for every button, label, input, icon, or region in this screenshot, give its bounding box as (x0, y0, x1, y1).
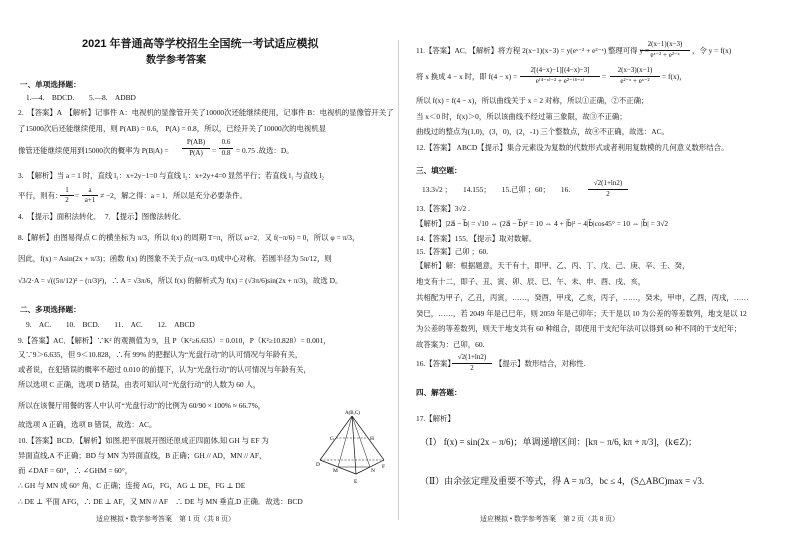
section-multiple-choice-heading: 二、多项选择题： (20, 305, 81, 314)
q11-frac2-num: 2[(4−x)−1][(4−x)−3] (530, 66, 590, 74)
q11-equals: = (602, 72, 607, 81)
q17-part-1: （Ⅰ） f(x) = sin(2x − π/6)；单调递增区间：[kπ − π/6, kπ + π/3]，(k∈Z)； (420, 437, 697, 447)
q2-frac1-den: P(A) (189, 149, 203, 157)
fig-label-g: G (330, 436, 334, 442)
q16-answer: 16.【答案】 (416, 359, 455, 368)
q12-line: 12.【答案】 ABCD【提示】集合元素设为复数的代数形式或者利用复数模的几何意义数形结合。 (416, 143, 729, 152)
q15-line-5: 为公差的等差数列，则天干地支共有 60 种组合，即使用干支纪年法可以得到 60 种不同的干支纪年； (416, 324, 742, 333)
q9-line-1: 9.【答案】AC．【解析】∵K² 的观测值为 9，且 P（K²≥6.635）= 0.010，P（K²≥10.828）= 0.001， (18, 336, 331, 345)
q16-frac-den: 2 (470, 364, 474, 372)
q9-line-5: 所以在该餐厅用餐的客人中认可“光盘行动”的比例为 60/90 × 100% ≈ 66.7%， (18, 401, 266, 410)
q3-line-1: 3. 【解析】当 a = 1 时，直线 l₁：x+2y−1=0 与直线 l₂：x+2y+4=0 显然平行；若直线 l₁ 与直线 l₂ (18, 171, 324, 180)
q11-line-3: 所以 f(x) = f(4 − x)，所以曲线关于 x = 2 对称，所以①正确，②不正确； (416, 96, 649, 105)
q15-answer: 15.【答案】己卯 ；60. (416, 247, 489, 256)
q11-line-2: 将 x 换成 4 − x 时，即 f(4 − x) = (416, 72, 518, 81)
s3-frac-den: 2 (606, 190, 610, 198)
q3-frac-num: 1 (65, 186, 69, 194)
document-subtitle: 数学参考答案 (146, 55, 206, 66)
q15-line-1: 【解析】解：根据题意，天干有十，即甲、乙、丙、丁、戊、己、庚、辛、壬、癸， (416, 261, 690, 270)
edge-ae (352, 416, 356, 474)
q15-line-6: 故答案为：己卯，60. (416, 340, 485, 349)
q10-line-4: ∴ GH 与 MN 成 60° 角，C 正确；连接 AG，FG，AG ⊥ DE，FG ⊥ DE (18, 481, 246, 490)
q17-part-2: （Ⅱ）由余弦定理及重要不等式，得 A = π/3，bc ≤ 4，(S△ABC)max = √3. (420, 476, 705, 486)
q16-hint: 【提示】数形结合，对称性. (495, 359, 586, 368)
fig-label-e: E (354, 479, 358, 485)
q3-line-2b: ≠ −2，解之得：a = 1．所以是充分必要条件。 (100, 191, 247, 200)
q10-line-3: 而 ∠DAF = 60°，∴ ∠GHM = 60°， (18, 466, 133, 475)
q2-frac1-num: P(AB) (186, 138, 206, 146)
q11-line-2b: = f(x)， (662, 72, 687, 81)
q13-solution: 【解析】|2a⃗ − b⃗| = √10 ⇔ (2a⃗ − b⃗)² = 10 ⇔ 4 + |b⃗|² − 4|b⃗|cos45° = 10 ⇔ |b⃗| = 3√2 (416, 219, 669, 228)
multiple-choice-answers: 9. AC. 10. BCD. 11. AC. 12. ABCD (26, 320, 195, 329)
fill-in-answers: 13.3√2 ； 14.155； 15.己卯 ；60； 16. (422, 185, 571, 194)
q10-line-1: 10.【答案】BCD．【解析】如图,把平面展开图还原成正四面体,知 GH 与 EF 为 (18, 436, 269, 445)
q2-line-1: 2. 【答案】A 【解析】记事件 A：电视机的显像管开关了10000次还能继续使用，记事件 B：电视机的显像管开关了 (18, 108, 394, 117)
section-solutions-heading: 四、解答题： (416, 388, 462, 397)
q15-line-2: 地支有十二，即子、丑、寅、卯、辰、巳、午、未、申、酉、戌、亥， (416, 277, 646, 286)
q3-frac2-num: a (88, 186, 92, 194)
q2-frac2-den: 0.8 (221, 149, 231, 157)
q2-line-3b: = 0.75 .故选：D。 (236, 146, 294, 155)
q9-line-3: 或者说，在犯错误的概率不超过 0.010 的前提下，认为“光盘行动”的认可情况与年龄有关， (18, 365, 311, 374)
tetrahedron-figure (316, 408, 388, 488)
q3-frac2-den: a+1 (84, 196, 96, 204)
page-2-column (400, 0, 794, 550)
q11-frac-num: 2(x−1)(x−3) (647, 40, 683, 48)
q3-equals: = (75, 191, 80, 200)
fig-label-n: N (371, 468, 375, 474)
q9-line-6: 故选项 A 正确，选项 B 错误，故选：AC。 (18, 420, 157, 429)
fig-label-top: A(B,C) (345, 411, 360, 416)
document-title: 2021 年普通高等学校招生全国统一考试适应模拟 (82, 38, 319, 50)
page-2-footer: 适应模拟 • 数学参考答案 第 2 页（共 8 页） (480, 515, 619, 523)
q8-line-1: 8.【解析】由图易得点 C 的横坐标为 π/3，所以 f(x) 的周期 T=π，所以 ω=2．又 f(−π/6) = 0，所以 φ = π/3， (18, 233, 360, 242)
q11-frac2-den: e⁽⁴⁻ˣ⁾⁻² + e²⁻⁽⁴⁻ˣ⁾ (535, 77, 585, 85)
s3-frac-num: √2(1+ln2) (593, 179, 623, 187)
q2-line-3a: 像管还能继续使用到15000次的概率为 P(B|A) = (18, 146, 169, 155)
q11-frac3-den: e²⁻ˣ + eˣ⁻² (620, 77, 650, 85)
q3-frac-den: 2 (65, 196, 69, 204)
q17-heading: 17.【解析】 (416, 414, 455, 423)
q11-frac-den: eˣ⁻² + e²⁻ˣ (650, 51, 680, 59)
q16-frac-num: √2(1+ln2) (457, 353, 487, 361)
section-fill-in-heading: 三、填空题： (416, 166, 462, 175)
q10-line-5: ∴ DE ⊥ 平面 AFG，∴ DE ⊥ AF，又 MN // AF ∴ DE 与 MN 垂直,D 正确．故选：BCD (18, 497, 303, 506)
q11-line-5: 曲线过的整点为(1,0)，(3，0)，(2，-1) 三个整数点，故④不正确，故选：AC。 (416, 127, 669, 136)
fig-label-f: F (382, 464, 386, 470)
q11-line-1: 11.【答案】AC．【解析】将方程 2(x−1)(x−3) = y(eˣ⁻² + e²⁻ˣ) 整理可得 y = (416, 46, 650, 55)
page-1-footer: 适应模拟 • 数学参考答案 第 1 页（共 8 页） (96, 515, 235, 523)
q4-q7-hints: 4. 【提示】面积法转化． 7．【提示】图像法转化． (18, 212, 187, 221)
column-divider (398, 40, 399, 520)
q14-line: 14.【答案】155．【提示】取对数解。 (416, 234, 537, 243)
q9-line-4: 所以选项 C 正确，选项 D 错误，由表可知认可“光盘行动”的人数为 60 人， (18, 380, 261, 389)
q11-line-1b: ，令 y = f(x) (692, 46, 732, 55)
q2-frac2-num: 0.6 (221, 138, 231, 146)
q10-line-2: 异面直线,A 不正确；BD 与 MN 为异面直线，B 正确；GH // AD，MN // AF， (18, 451, 267, 460)
q2-line-2: 了15000次后还能继续使用，则 P(AB) = 0.6， P(A) = 0.8，所以，已经开关了10000次的电视机显 (18, 124, 327, 133)
segment-am (338, 416, 352, 467)
q8-line-2: 因此，f(x) = Asin(2x + π/3)；函数 f(x) 的图象不关于点(−π/3, 0)成中心对称．若圆半径为 5π/12，则 (18, 254, 332, 263)
fig-label-d: D (316, 462, 320, 468)
single-choice-answers: 1.—4. BDCD. 5.—8. ADBD (26, 93, 136, 102)
fig-label-m: M (333, 468, 338, 474)
q9-line-2: 又∵9＞6.635，但 9＜10.828，∴有 99% 的把握认为“光盘行动”的认可情况与年龄有关， (18, 350, 303, 359)
q13-answer: 13.【答案】3√2 . (416, 204, 470, 213)
q2-equals: = (212, 146, 217, 155)
q8-line-3: √3/2·A = √((5π/12)² − (π/3)²)，∴ A = √3π/6，所以 f(x) 的解析式为 f(x) = (√3π/6)sin(2x + π/3)，故选 D。 (18, 276, 343, 285)
fig-label-h: H (370, 436, 374, 442)
q3-line-2: 平行，则有： (18, 191, 63, 200)
section-single-choice-heading: 一、单项选择题： (20, 80, 81, 89)
q11-line-4: 当 x＜0 时，f(x)＞0，所以该曲线不经过第三象限，故③不正确； (416, 112, 627, 121)
q15-line-3: 共相配为甲子，乙丑，丙寅，……，癸酉，甲戌，乙亥，丙子，……，癸未，甲申，乙酉，丙戌，…… (416, 293, 749, 302)
q15-line-4: 癸巳，……，若 2049 年是己巳年，则 2059 年是己卯年；天干是以 10 为公差的等差数列，地支是以 12 (416, 309, 747, 318)
q11-frac3-num: 2(x−3)(x−1) (617, 66, 653, 74)
